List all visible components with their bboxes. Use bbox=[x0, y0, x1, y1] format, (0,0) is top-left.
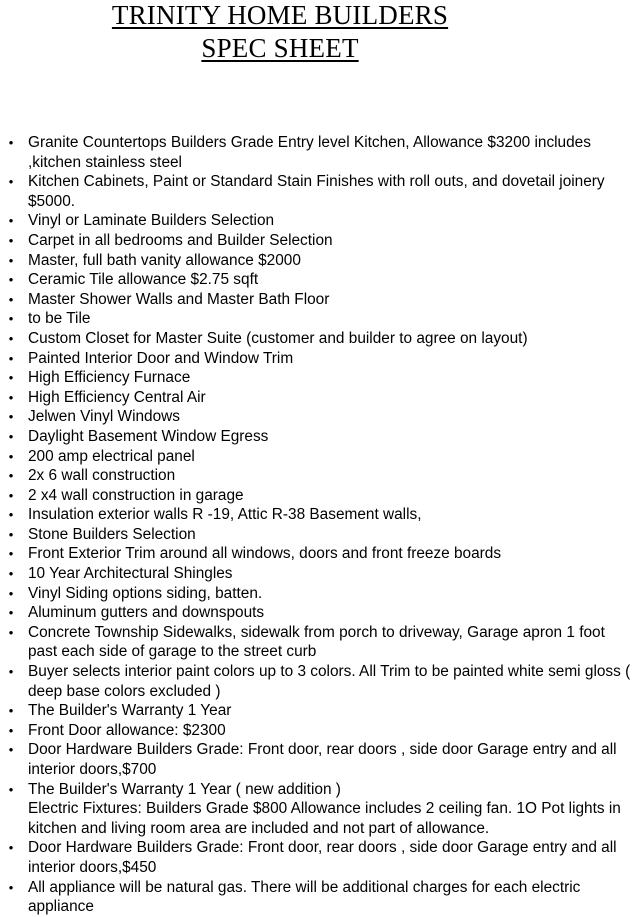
spec-item bbox=[0, 407, 640, 427]
spec-item bbox=[0, 329, 640, 349]
bullet-icon: • bbox=[8, 311, 14, 327]
spec-item bbox=[0, 525, 640, 545]
bullet-icon: • bbox=[8, 879, 14, 895]
bullet-icon: • bbox=[8, 389, 14, 405]
spec-item-text: Daylight Basement Window Egress bbox=[28, 427, 269, 445]
spec-item bbox=[0, 447, 640, 467]
spec-item bbox=[0, 349, 640, 369]
bullet-icon: • bbox=[8, 174, 14, 190]
spec-item bbox=[0, 740, 640, 779]
spec-item bbox=[0, 721, 640, 741]
bullet-icon: • bbox=[8, 722, 14, 738]
spec-item-text: Vinyl Siding options siding, batten. bbox=[28, 584, 263, 602]
spec-item bbox=[0, 662, 640, 701]
spec-item-text: The Builder's Warranty 1 Year ( new addition ) bbox=[28, 780, 341, 798]
spec-item-extra-text: Electric Fixtures: Builders Grade $800 Allowance includes 2 ceiling fan. 1O Pot lights in kitchen and living room area are included and not part of allowance. bbox=[28, 800, 621, 837]
spec-item bbox=[0, 564, 640, 584]
spec-item-text: 2x 6 wall construction bbox=[28, 467, 176, 485]
spec-item-text: Stone Builders Selection bbox=[28, 525, 196, 543]
spec-item-text: Aluminum gutters and downspouts bbox=[28, 604, 265, 622]
spec-item-text: Carpet in all bedrooms and Builder Selection bbox=[28, 231, 333, 249]
spec-item-text: Buyer selects interior paint colors up to 3 colors. All Trim to be painted white semi gloss ( deep base colors excluded ) bbox=[28, 663, 631, 700]
spec-item-text: 200 amp electrical panel bbox=[28, 447, 195, 465]
spec-item bbox=[0, 133, 640, 172]
spec-sheet-subtitle: SPEC SHEET bbox=[201, 33, 359, 63]
spec-item-text: Painted Interior Door and Window Trim bbox=[28, 349, 294, 367]
spec-item bbox=[0, 505, 640, 525]
bullet-icon: • bbox=[8, 487, 14, 503]
spec-item-text: Jelwen Vinyl Windows bbox=[28, 408, 180, 426]
spec-item bbox=[0, 701, 640, 721]
bullet-icon: • bbox=[8, 428, 14, 444]
spec-item bbox=[0, 466, 640, 486]
spec-item bbox=[0, 290, 640, 310]
bullet-icon: • bbox=[8, 350, 14, 366]
bullet-icon: • bbox=[8, 213, 14, 229]
spec-item bbox=[0, 584, 640, 604]
spec-item-text: Master Shower Walls and Master Bath Floor bbox=[28, 290, 330, 308]
bullet-icon: • bbox=[8, 566, 14, 582]
spec-item-text: to be Tile bbox=[28, 310, 91, 328]
spec-item-text: Vinyl or Laminate Builders Selection bbox=[28, 212, 275, 230]
spec-item bbox=[0, 388, 640, 408]
spec-item-text: Door Hardware Builders Grade: Front door, rear doors , side door Garage entry and all interior doors,$450 bbox=[28, 839, 617, 876]
spec-item bbox=[0, 544, 640, 564]
spec-item bbox=[0, 427, 640, 447]
bullet-icon: • bbox=[8, 272, 14, 288]
spec-item bbox=[0, 211, 640, 231]
spec-item bbox=[0, 231, 640, 251]
bullet-icon: • bbox=[8, 664, 14, 680]
bullet-icon: • bbox=[8, 624, 14, 640]
spec-item bbox=[0, 172, 640, 211]
bullet-icon: • bbox=[8, 742, 14, 758]
spec-list bbox=[0, 133, 640, 917]
company-title: TRINITY HOME BUILDERS bbox=[111, 0, 449, 30]
spec-item bbox=[0, 309, 640, 329]
bullet-icon: • bbox=[8, 605, 14, 621]
bullet-icon: • bbox=[8, 291, 14, 307]
bullet-icon: • bbox=[8, 252, 14, 268]
spec-item bbox=[0, 251, 640, 271]
spec-item-text: Master, full bath vanity allowance $2000 bbox=[28, 251, 301, 269]
bullet-icon: • bbox=[8, 448, 14, 464]
spec-item-text: High Efficiency Furnace bbox=[28, 369, 191, 387]
bullet-icon: • bbox=[8, 232, 14, 248]
spec-item bbox=[0, 270, 640, 290]
spec-item-text: Insulation exterior walls R -19, Attic R-38 Basement walls, bbox=[28, 506, 422, 524]
bullet-icon: • bbox=[8, 703, 14, 719]
spec-item-text: Ceramic Tile allowance $2.75 sqft bbox=[28, 271, 259, 289]
bullet-icon: • bbox=[8, 330, 14, 346]
bullet-icon: • bbox=[8, 526, 14, 542]
bullet-icon: • bbox=[8, 409, 14, 425]
bullet-icon: • bbox=[8, 585, 14, 601]
spec-item-text: All appliance will be natural gas. There will be additional charges for each electric appliance bbox=[28, 878, 581, 916]
spec-item-text: 10 Year Architectural Shingles bbox=[28, 565, 233, 583]
bullet-icon: • bbox=[8, 468, 14, 484]
spec-item bbox=[0, 368, 640, 388]
spec-item-text: Front Exterior Trim around all windows, doors and front freeze boards bbox=[28, 545, 502, 563]
spec-item-text: Kitchen Cabinets, Paint or Standard Stain Finishes with roll outs, and dovetail joinery $5000. bbox=[28, 173, 605, 210]
spec-item bbox=[0, 603, 640, 623]
bullet-icon: • bbox=[8, 840, 14, 856]
bullet-icon: • bbox=[8, 546, 14, 562]
spec-item-text: High Efficiency Central Air bbox=[28, 388, 206, 406]
bullet-icon: • bbox=[8, 507, 14, 523]
spec-item bbox=[0, 838, 640, 877]
bullet-icon: • bbox=[8, 135, 14, 150]
spec-item bbox=[0, 780, 640, 839]
bullet-icon: • bbox=[8, 370, 14, 386]
spec-item-text: Concrete Township Sidewalks, sidewalk from porch to driveway, Garage apron 1 foot past each side of garage to the street curb bbox=[28, 623, 605, 661]
spec-item-text: Custom Closet for Master Suite (customer and builder to agree on layout) bbox=[28, 329, 528, 347]
bullet-icon: • bbox=[8, 781, 14, 797]
spec-item bbox=[0, 486, 640, 506]
spec-item bbox=[0, 878, 640, 917]
spec-item bbox=[0, 623, 640, 662]
spec-item-text: Door Hardware Builders Grade: Front door, rear doors , side door Garage entry and all interior doors,$700 bbox=[28, 741, 617, 778]
spec-item-text: Granite Countertops Builders Grade Entry level Kitchen, Allowance $3200 includes ,kitchen stainless steel bbox=[28, 134, 591, 171]
spec-item-text: Front Door allowance: $2300 bbox=[28, 721, 226, 739]
spec-item-text: 2 x4 wall construction in garage bbox=[28, 486, 244, 504]
spec-item-text: The Builder's Warranty 1 Year bbox=[28, 702, 232, 720]
